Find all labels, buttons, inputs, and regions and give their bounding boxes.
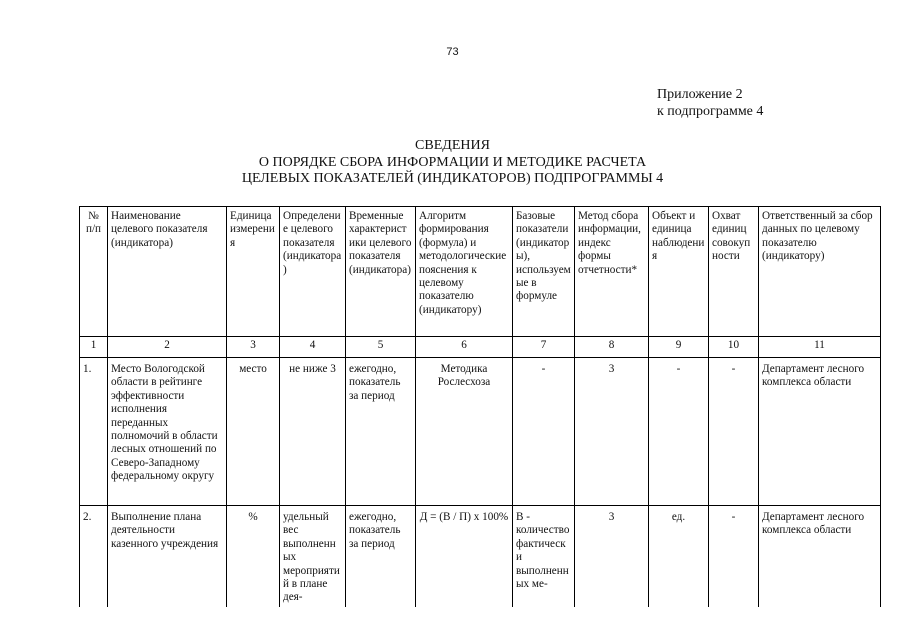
row-number-cell: 1. (80, 358, 108, 506)
column-number: 8 (575, 337, 649, 358)
indicator-name-cell: Место Вологодской области в рейтинге эффективности исполнения переданных полномочий в области лесных отношений по Северо-Западному федеральному округу (108, 358, 227, 506)
header-cell: Охват единиц совокупности (709, 207, 759, 337)
coverage-cell: - (709, 358, 759, 506)
column-number: 10 (709, 337, 759, 358)
time-characteristics-cell: ежегодно, показатель за период (346, 358, 416, 506)
column-number: 7 (513, 337, 575, 358)
title-line: О ПОРЯДКЕ СБОРА ИНФОРМАЦИИ И МЕТОДИКЕ РАСЧЕТА (258, 154, 647, 170)
column-number: 2 (108, 337, 227, 358)
appendix-note (657, 86, 763, 120)
appendix-line: Приложение 2 (657, 87, 743, 102)
definition-cell: удельный вес выполненных мероприятий в плане дея- (280, 506, 346, 607)
document-title (0, 138, 905, 188)
algorithm-cell: Д = (В / П) х 100% (416, 506, 513, 607)
unit-cell: место (227, 358, 280, 506)
collection-method-cell: 3 (575, 506, 649, 607)
header-cell: № п/п (80, 207, 108, 337)
appendix-line: к подпрограмме 4 (657, 104, 764, 119)
column-number: 5 (346, 337, 416, 358)
column-number: 9 (649, 337, 709, 358)
responsible-cell: Департамент лесного комплекса области (759, 506, 881, 607)
time-characteristics-cell: ежегодно, показатель за период (346, 506, 416, 607)
header-cell: Метод сбора информации, индекс формы отчетности* (575, 207, 649, 337)
column-number: 11 (759, 337, 881, 358)
collection-method-cell: 3 (575, 358, 649, 506)
unit-cell: % (227, 506, 280, 607)
coverage-cell: - (709, 506, 759, 607)
column-number: 1 (80, 337, 108, 358)
column-number: 6 (416, 337, 513, 358)
column-number: 4 (280, 337, 346, 358)
header-cell: Базовые показатели (индикаторы), используемые в формуле (513, 207, 575, 337)
column-number: 3 (227, 337, 280, 358)
header-cell: Определение целевого показателя (индикатора) (280, 207, 346, 337)
algorithm-cell: Методика Рослесхоза (416, 358, 513, 506)
observation-object-cell: - (649, 358, 709, 506)
row-number-cell: 2. (80, 506, 108, 607)
indicator-name-cell: Выполнение плана деятельности казенного учреждения (108, 506, 227, 607)
title-line: ЦЕЛЕВЫХ ПОКАЗАТЕЛЕЙ (ИНДИКАТОРОВ) ПОДПРОГРАММЫ 4 (241, 171, 664, 186)
header-cell: Единица измерения (227, 207, 280, 337)
header-row (80, 207, 881, 337)
header-cell: Алгоритм формирования (формула) и методологические пояснения к целевому показателю (индикатору) (416, 207, 513, 337)
table-row (80, 358, 881, 506)
base-indicators-cell: - (513, 358, 575, 506)
header-cell: Временные характеристики целевого показателя (индикатора) (346, 207, 416, 337)
header-cell: Наименование целевого показателя (индикатора) (108, 207, 227, 337)
header-cell: Объект и единица наблюдения (649, 207, 709, 337)
observation-object-cell: ед. (649, 506, 709, 607)
header-cell: Ответственный за сбор данных по целевому показателю (индикатору) (759, 207, 881, 337)
definition-cell: не ниже 3 (280, 358, 346, 506)
indicators-table (79, 206, 881, 607)
responsible-cell: Департамент лесного комплекса области (759, 358, 881, 506)
table-row (80, 506, 881, 607)
title-line: СВЕДЕНИЯ (415, 138, 490, 153)
column-number-row (80, 337, 881, 358)
base-indicators-cell: В - количество фактически выполненных ме- (513, 506, 575, 607)
page-number: 73 (446, 46, 459, 58)
